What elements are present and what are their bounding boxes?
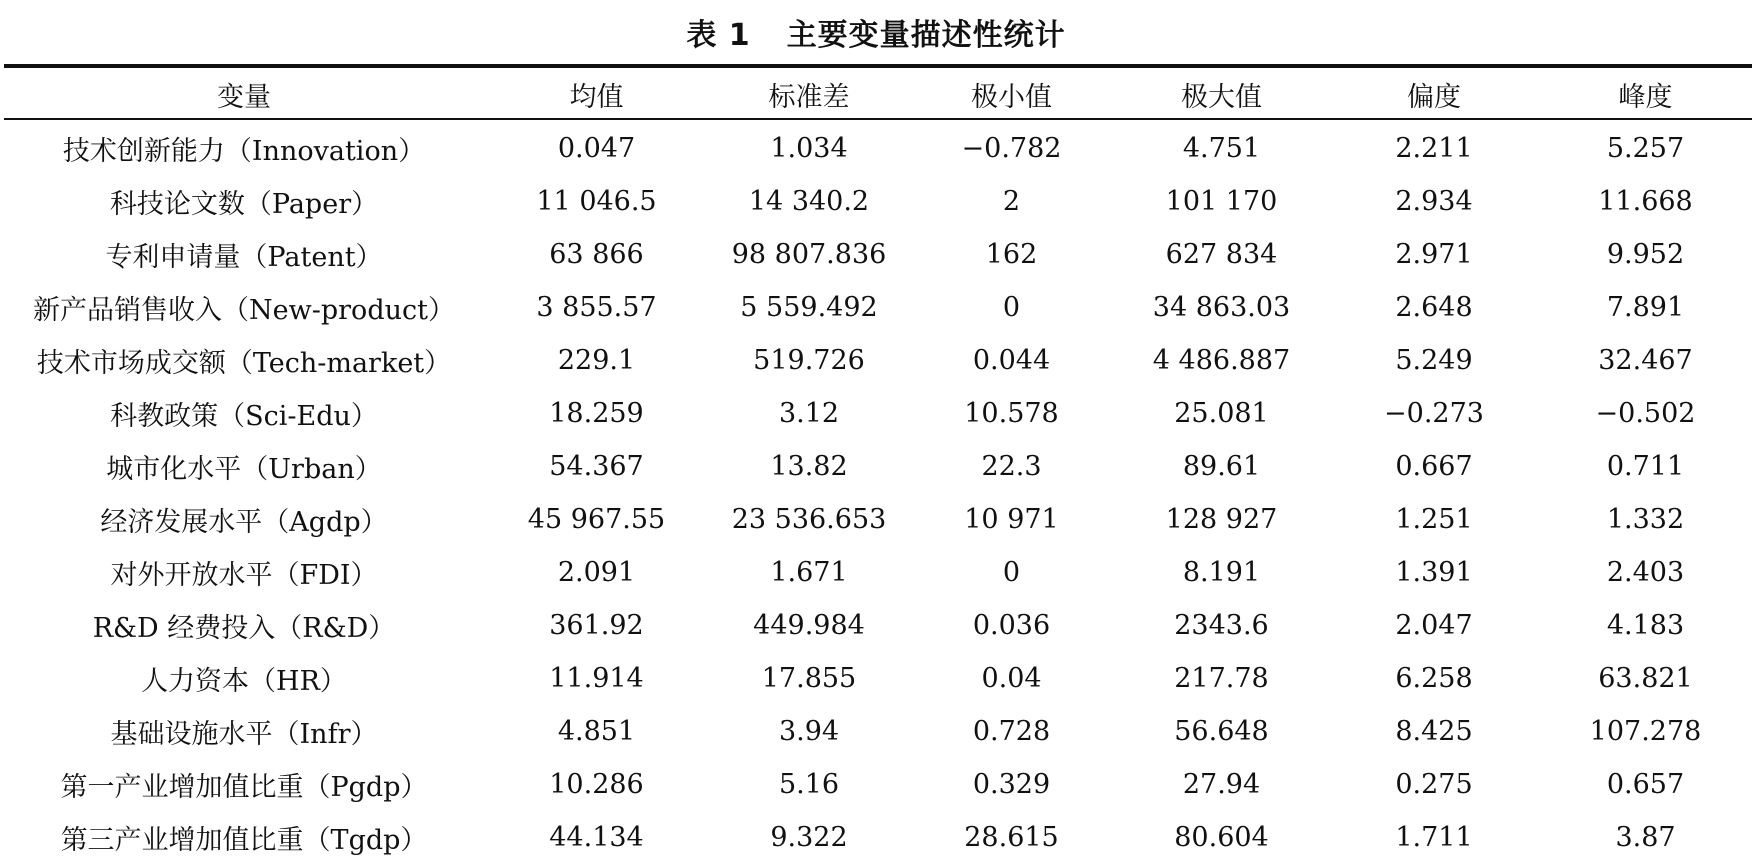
table-cell: 10 971 (964, 504, 1059, 535)
table-cell: 25.081 (1174, 398, 1269, 429)
table-cell: 5.249 (1395, 345, 1473, 376)
table-cell: 2 (1002, 186, 1021, 217)
variable-name: 城市化水平（Urban） (106, 454, 382, 485)
table-cell: −0.782 (961, 133, 1062, 164)
table-cell: 18.259 (549, 398, 644, 429)
table-cell: 2.091 (557, 557, 636, 588)
table-cell: 0.275 (1395, 769, 1473, 800)
table-cell: 56.648 (1174, 716, 1269, 747)
table-cell: 28.615 (964, 822, 1059, 853)
table-cell: 3.12 (778, 398, 840, 429)
table-row (4, 120, 1752, 175)
table-cell: 2.971 (1395, 239, 1473, 270)
column-header: 极大值 (1181, 81, 1262, 113)
table-cell: 0.711 (1606, 451, 1685, 482)
table-cell: 17.855 (761, 663, 857, 694)
variable-name: 经济发展水平（Agdp） (100, 507, 388, 538)
table-cell: 0.667 (1395, 451, 1473, 482)
table-row (4, 705, 1752, 758)
table-cell: 80.604 (1174, 822, 1269, 853)
table-cell: 128 927 (1165, 504, 1278, 535)
table-row (4, 334, 1752, 387)
table-cell: 3 855.57 (536, 292, 657, 323)
variable-name: 人力资本（HR） (141, 666, 347, 697)
table-cell: 0.728 (972, 716, 1051, 747)
variable-name: 技术市场成交额（Tech-market） (36, 348, 452, 379)
table-cell: 5 559.492 (740, 292, 878, 323)
table-cell: 54.367 (549, 451, 644, 482)
table-cell: 0.329 (972, 769, 1051, 800)
variable-name: 基础设施水平（Infr） (110, 719, 378, 750)
table-row (4, 546, 1752, 599)
table-cell: 519.726 (753, 345, 865, 376)
table-cell: 1.671 (770, 557, 848, 588)
table-cell: 1.391 (1395, 557, 1473, 588)
table-cell: 5.16 (778, 769, 840, 800)
column-header: 峰度 (1618, 81, 1673, 113)
table-row (4, 440, 1752, 493)
table-cell: 45 967.55 (527, 504, 666, 535)
table-cell: 10.286 (549, 769, 644, 800)
table-row (4, 758, 1752, 811)
table-cell: 0.047 (557, 133, 636, 164)
table-cell: 229.1 (557, 345, 636, 376)
table-cell: 22.3 (981, 451, 1042, 482)
table-cell: 11.914 (549, 663, 644, 694)
table-cell: 627 834 (1165, 239, 1278, 270)
table-row (4, 228, 1752, 281)
variable-name: 对外开放水平（FDI） (110, 560, 378, 591)
table-title (0, 10, 1752, 54)
variable-name: 第一产业增加值比重（Pgdp） (60, 772, 428, 803)
table-cell: 1.711 (1395, 822, 1473, 853)
table-cell: 1.251 (1395, 504, 1473, 535)
table-cell: 0.04 (981, 663, 1042, 694)
table-title-text: 主要变量描述性统计 (786, 18, 1066, 53)
table-cell: 0.657 (1606, 769, 1685, 800)
table-cell: 14 340.2 (748, 186, 870, 217)
table-cell: 27.94 (1182, 769, 1261, 800)
table-cell: 98 807.836 (731, 239, 887, 270)
table-cell: 63.821 (1598, 663, 1693, 694)
column-header: 标准差 (768, 81, 850, 113)
table-row (4, 811, 1752, 864)
table-title-number: 表 1 (686, 18, 751, 53)
table-cell: 0.044 (972, 345, 1051, 376)
table-cell: 13.82 (770, 451, 848, 482)
table-row (4, 599, 1752, 652)
table-cell: −0.273 (1384, 398, 1484, 429)
table-cell: 107.278 (1589, 716, 1702, 747)
table-cell: 4.851 (557, 716, 636, 747)
table-cell: 1.332 (1606, 504, 1685, 535)
table-cell: 3.94 (778, 716, 840, 747)
table-cell: 8.191 (1182, 557, 1261, 588)
table-row (4, 175, 1752, 228)
table-cell: 162 (985, 239, 1038, 270)
table-cell: 63 866 (549, 239, 644, 270)
variable-name: 第三产业增加值比重（Tgdp） (60, 825, 428, 856)
table-cell: 3.87 (1615, 822, 1676, 853)
table-cell: −0.502 (1595, 398, 1696, 429)
table-cell: 2343.6 (1174, 610, 1269, 641)
table-cell: 4 486.887 (1152, 345, 1291, 376)
variable-name: 技术创新能力（Innovation） (62, 136, 426, 167)
table-cell: 5.257 (1606, 133, 1685, 164)
column-header: 偏度 (1407, 81, 1461, 113)
table-cell: 4.751 (1182, 133, 1261, 164)
table-cell: 11.668 (1598, 186, 1693, 217)
table-cell: 0 (1002, 557, 1021, 588)
variable-name: 科技论文数（Paper） (109, 189, 379, 220)
table-cell: 1.034 (770, 133, 848, 164)
table-cell: 2.047 (1395, 610, 1473, 641)
table-cell: 0 (1002, 292, 1021, 323)
table-cell: 2.403 (1606, 557, 1685, 588)
table-row (4, 652, 1752, 705)
table-cell: 7.891 (1606, 292, 1685, 323)
table-cell: 9.322 (770, 822, 848, 853)
table-cell: 10.578 (964, 398, 1059, 429)
column-header: 变量 (217, 81, 271, 113)
table-cell: 89.61 (1182, 451, 1261, 482)
variable-name: R&D 经费投入（R&D） (92, 613, 396, 644)
table-cell: 23 536.653 (731, 504, 887, 535)
table-cell: 2.648 (1395, 292, 1473, 323)
table-cell: 361.92 (549, 610, 644, 641)
variable-name: 新产品销售收入（New-product） (33, 295, 455, 326)
table-cell: 11 046.5 (536, 186, 657, 217)
column-header: 均值 (569, 81, 624, 113)
table-cell: 4.183 (1606, 610, 1685, 641)
table-cell: 9.952 (1606, 239, 1685, 270)
table-cell: 2.934 (1395, 186, 1473, 217)
table-cell: 32.467 (1598, 345, 1693, 376)
table-row (4, 387, 1752, 440)
variable-name: 科教政策（Sci-Edu） (110, 401, 378, 432)
table-cell: 2.211 (1395, 133, 1473, 164)
table-cell: 0.036 (972, 610, 1051, 641)
table-cell: 101 170 (1165, 186, 1278, 217)
table-row (4, 493, 1752, 546)
table-cell: 449.984 (753, 610, 865, 641)
statistics-table (4, 68, 1752, 864)
table-cell: 8.425 (1395, 716, 1473, 747)
header-row (4, 68, 1752, 120)
variable-name: 专利申请量（Patent） (105, 242, 383, 273)
table-row (4, 281, 1752, 334)
table-cell: 217.78 (1174, 663, 1269, 694)
table-cell: 44.134 (549, 822, 644, 853)
table-cell: 34 863.03 (1152, 292, 1291, 323)
column-header: 极小值 (971, 81, 1052, 113)
table-cell: 6.258 (1395, 663, 1473, 694)
